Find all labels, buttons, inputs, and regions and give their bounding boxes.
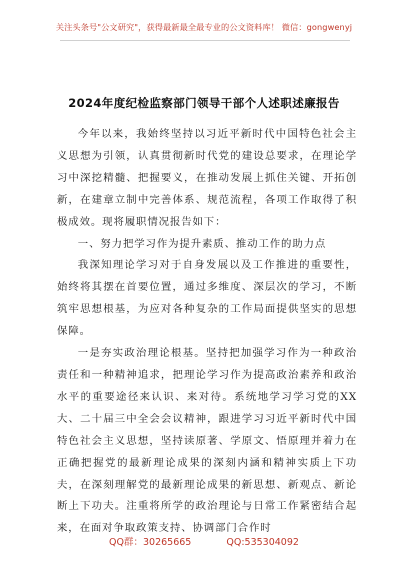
- document-title: 2024年度纪检监察部门领导干部个人述职述廉报告: [68, 96, 340, 110]
- header-note: 关注头条号"公文研究"，获得最新最全最专业的公文资料库！ 微信：gongwenyj: [55, 22, 353, 32]
- footer-contact: [0, 534, 408, 548]
- paragraph-intro: 今年以来，我始终坚持以习近平新时代中国特色社会主义思想为引领，认真贯彻新时代党的建设总要求，在理论学习中深挖精髓、把握要义，在推动发展上抓住关键、开拓创新，在建章立制中完善体系、规范流程，各项工作取得了积极成效。现将履职情况报告如下：: [57, 128, 357, 228]
- footer-qq-group: QQ群：30265665: [109, 537, 192, 548]
- section-heading-1: 一、努力把学习作为提升素质、推动工作的助力点: [77, 237, 327, 250]
- header-divider: [60, 40, 350, 41]
- document-body: [57, 124, 357, 540]
- paragraph-section-1: 我深知理论学习对于自身发展以及工作推进的重要性，始终将其摆在首要位置，通过多维度、深层次的学习，不断筑牢思想根基，为应对各种复杂的工作局面提供坚实的思想保障。: [57, 259, 357, 338]
- footer-qq-number: QQ:535304092: [226, 537, 299, 548]
- paragraph-point-1: 一是夯实政治理论根基。坚持把加强学习作为一种政治责任和一种精神追求，把理论学习作为提高政治素养和政治水平的重要途径来认识、来对待。系统地学习学习党的XX大、二十届三中全会会议精神，跟进学习习近平新时代中国特色社会主义思想，坚持读原著、学原文、悟原理并着力在正确把握党的最新理论成果的深刻内涵和精神实质上下功夫，在深刻理解党的最新理论成果的新思想、新观点、新论断上下功夫。注重将所学的政治理论与日常工作紧密结合起来，在面对争取政策支持、协调部门合作时: [57, 347, 357, 535]
